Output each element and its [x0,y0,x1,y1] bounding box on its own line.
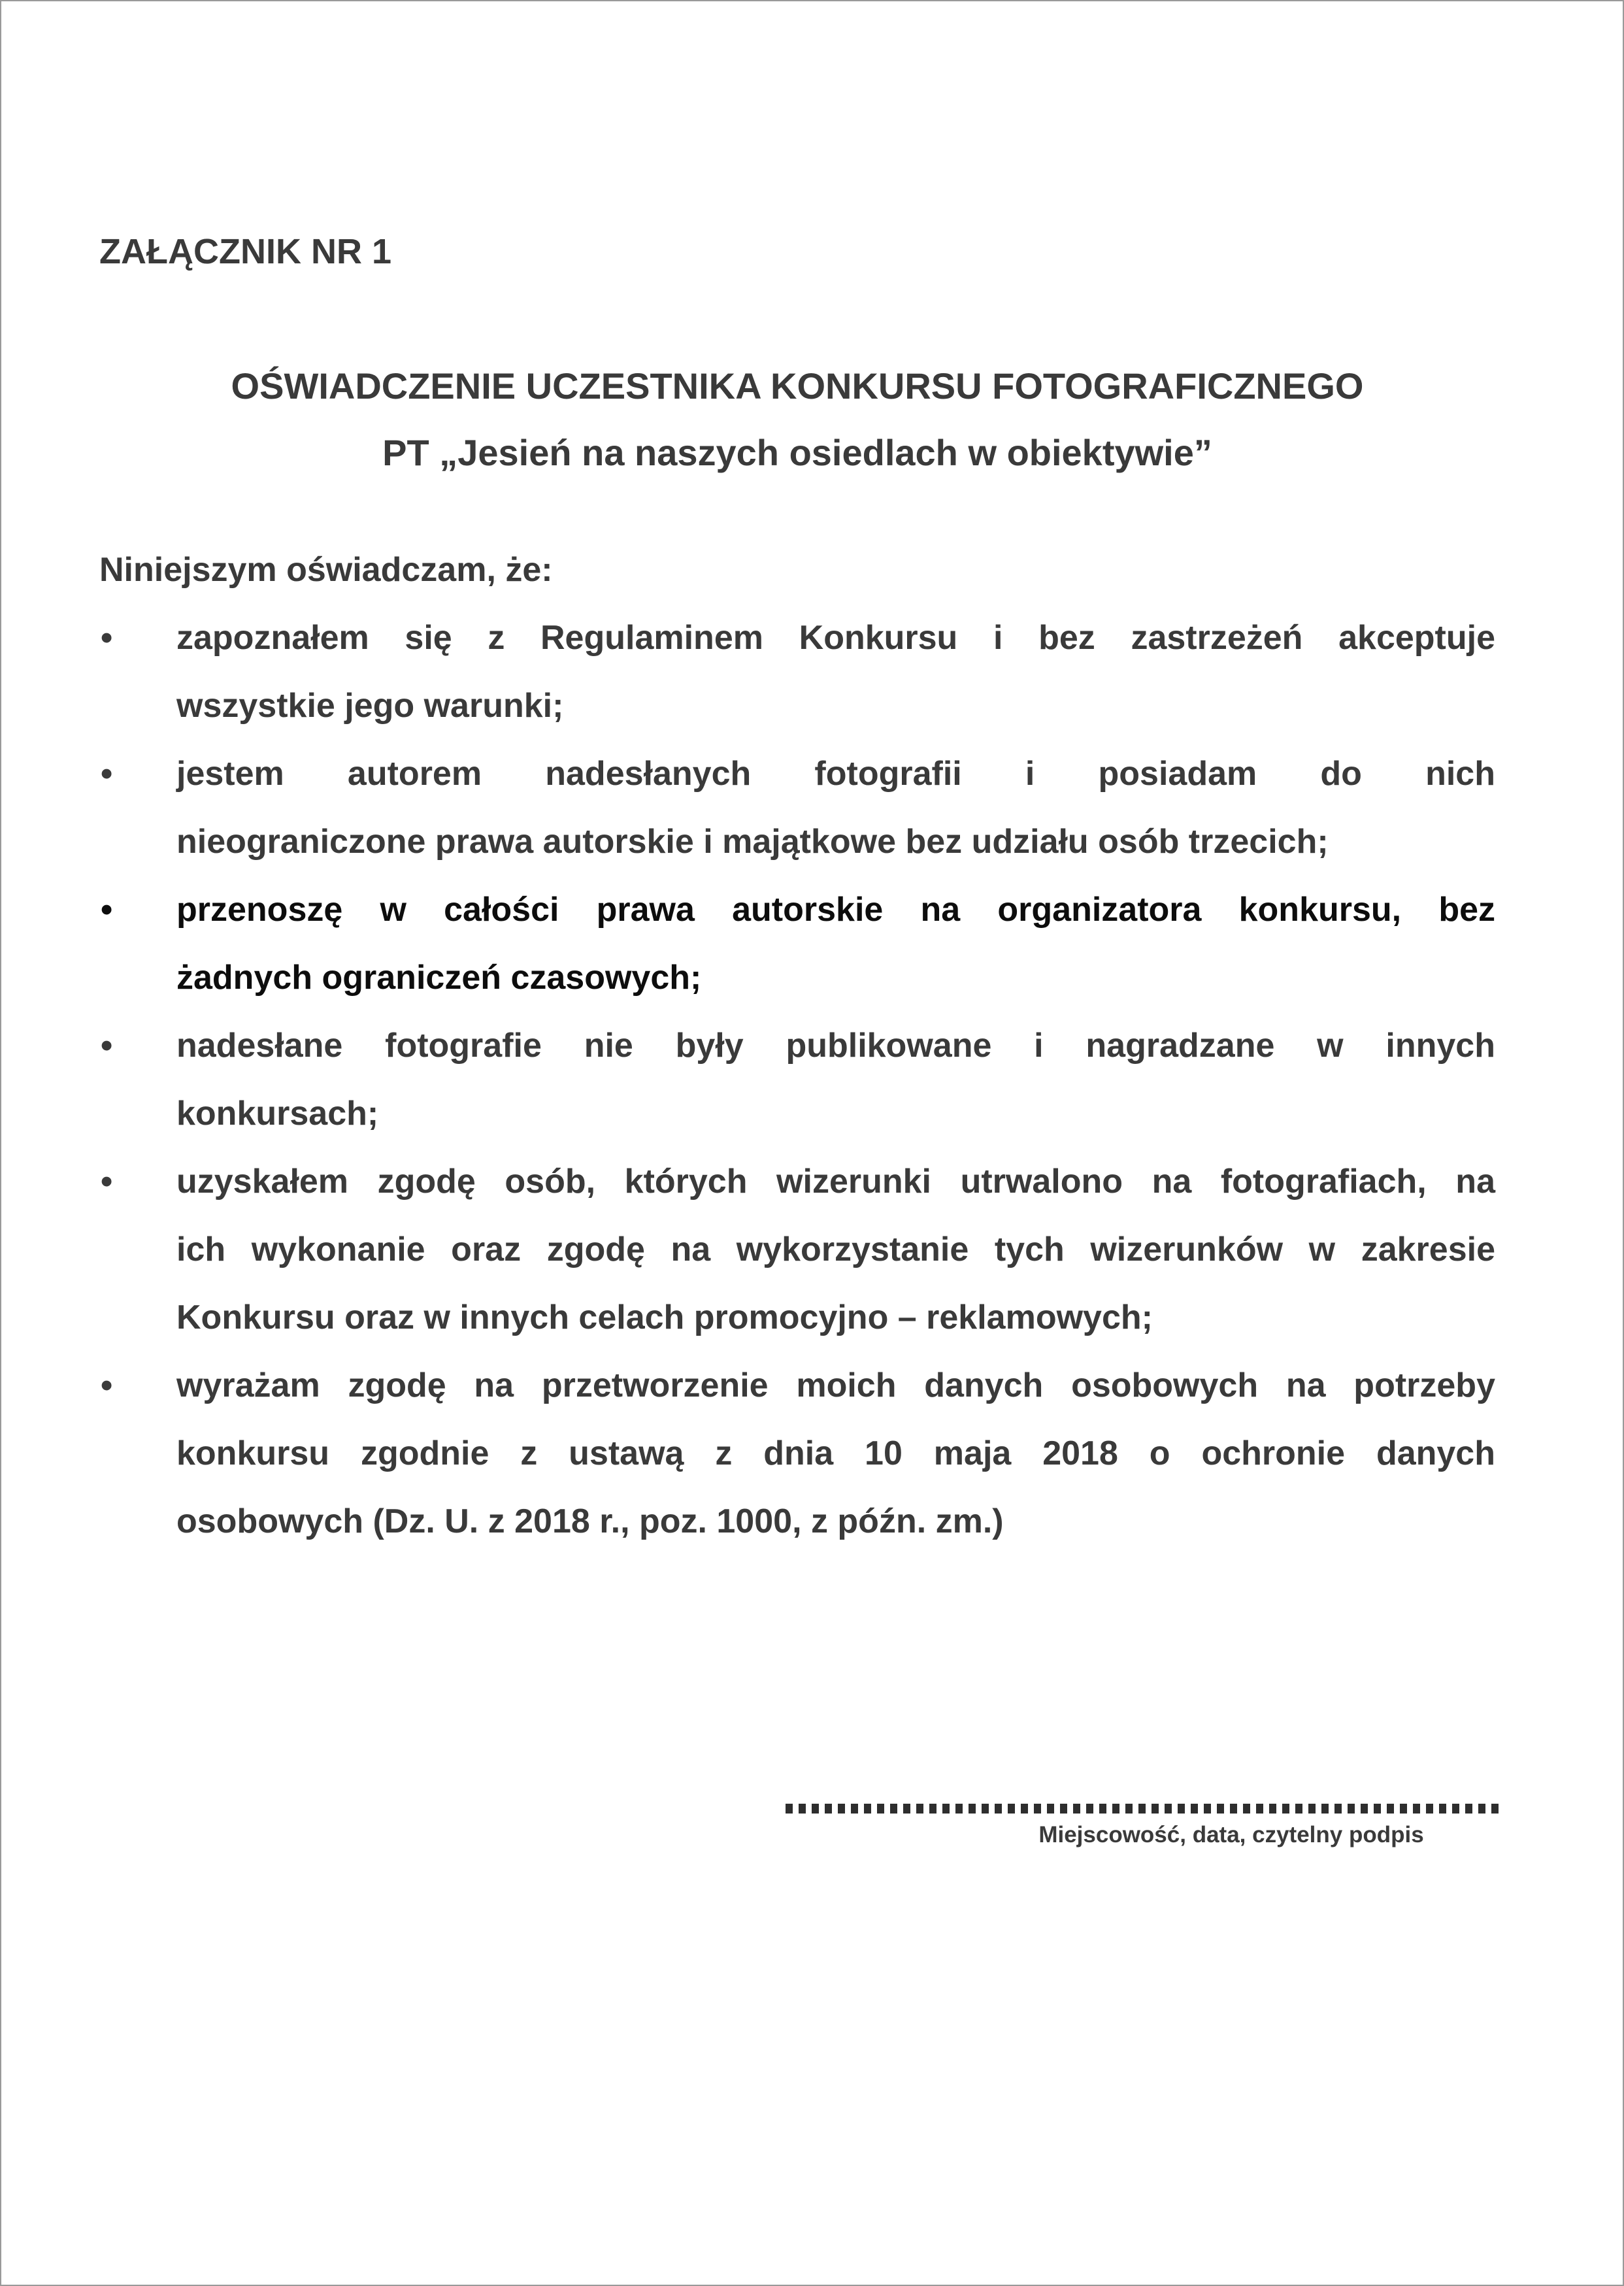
bullet-item [99,1351,1495,1555]
bullet-text-line: przenoszę w całości prawa autorskie na organizatora konkursu, bez [176,891,1495,929]
bullet-text-line: konkursach; [176,1095,379,1133]
bullet-text [176,1012,1495,1148]
bullet-text-line: uzyskałem zgodę osób, których wizerunki utrwalono na fotografiach, na [176,1163,1495,1201]
bullet-text-line: żadnych ograniczeń czasowych; [176,959,702,997]
bullet-dot-icon: • [101,1027,113,1065]
document-title-line1: OŚWIADCZENIE UCZESTNIKA KONKURSU FOTOGRAFICZNEGO [231,365,1364,406]
intro-line: Niniejszym oświadczam, że: [99,551,553,589]
bullet-text-line: jestem autorem nadesłanych fotografii i posiadam do nich [176,755,1495,793]
bullet-text-line: zapoznałem się z Regulaminem Konkursu i bez zastrzeżeń akceptuje [176,619,1495,657]
bullet-text-line: konkursu zgodnie z ustawą z dnia 10 maja 2018 o ochronie danych [176,1434,1495,1472]
bullet-item [99,604,1495,740]
bullet-text-line: nadesłane fotografie nie były publikowane i nagradzane w innych [176,1027,1495,1065]
bullet-text [176,604,1495,740]
signature-caption: Miejscowość, data, czytelny podpis [1038,1822,1424,1847]
bullet-text [176,876,1495,1012]
bullet-item [99,740,1495,876]
bullet-text-line: wszystkie jego warunki; [176,687,564,725]
bullet-text [176,740,1495,876]
bullet-dot-icon: • [101,891,113,929]
document-title-line2: PT „Jesień na naszych osiedlach w obiektywie” [382,432,1212,473]
bullet-text-line: wyrażam zgodę na przetworzenie moich danych osobowych na potrzeby [176,1367,1495,1404]
bullet-dot-icon: • [101,619,113,657]
bullet-dot-icon: • [101,1367,113,1404]
bullet-item [99,876,1495,1012]
bullet-item [99,1148,1495,1351]
bullet-text [176,1351,1495,1555]
bullet-text-line: nieograniczone prawa autorskie i majątkowe bez udziału osób trzecich; [176,823,1329,861]
signature-dotted-line [786,1804,1499,1814]
bullet-text [176,1148,1495,1351]
bullet-text-line: ich wykonanie oraz zgodę na wykorzystanie tych wizerunków w zakresie [176,1231,1495,1268]
attachment-label: ZAŁĄCZNIK NR 1 [99,232,391,271]
bullet-item [99,1012,1495,1148]
bullet-text-line: Konkursu oraz w innych celach promocyjno – reklamowych; [176,1299,1153,1336]
signature-block [786,1804,1499,1849]
bullet-text-line: osobowych (Dz. U. z 2018 r., poz. 1000, z późn. zm.) [176,1502,1004,1540]
statements-list [99,604,1495,1555]
bullet-dot-icon: • [101,755,113,793]
bullet-dot-icon: • [101,1163,113,1201]
